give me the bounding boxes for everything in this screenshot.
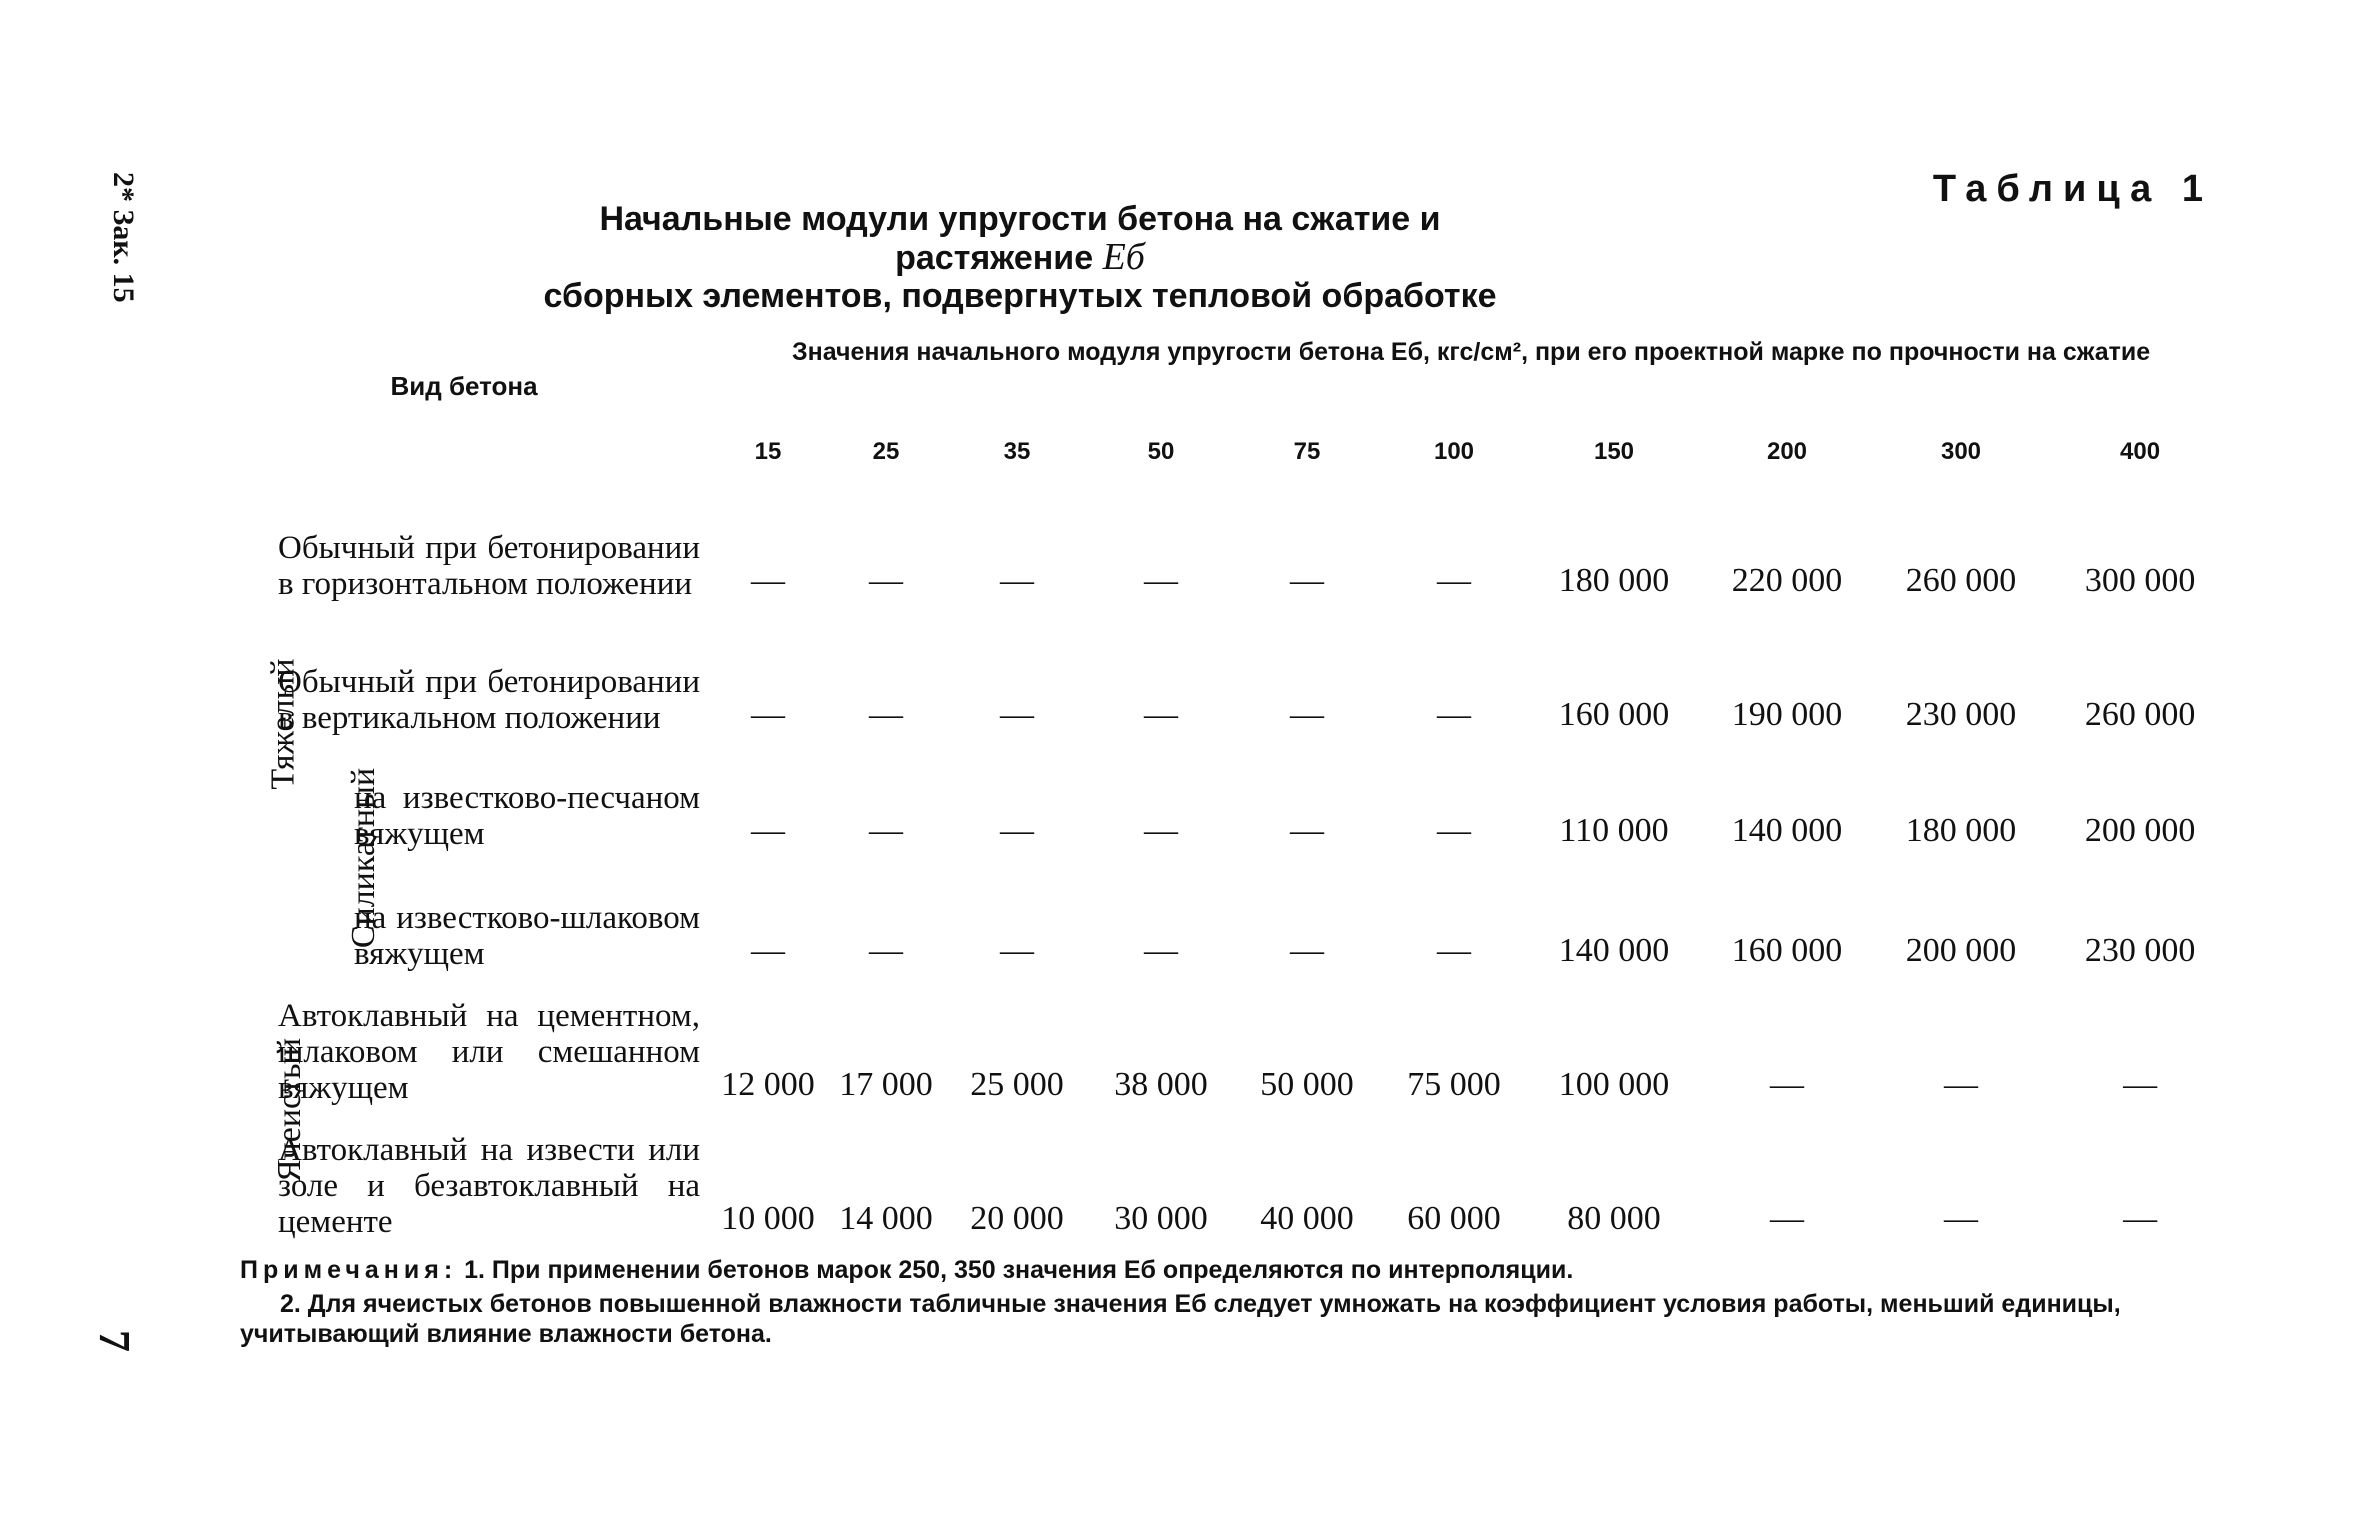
title-line-2: сборных элементов, подвергнутых тепловой обработке	[543, 277, 1497, 315]
table-cell: —	[1144, 696, 1179, 733]
header-modulus: Значения начального модуля упругости бетона Eб, кгс/см², при его проектной марке по прочности на сжатие	[791, 338, 2151, 366]
table-cell: 17 000	[839, 1066, 933, 1103]
table-cell: 140 000	[1731, 812, 1843, 849]
row-description: Автоклавный на извести или золе и безавтоклавный на цементе	[278, 1132, 701, 1240]
table-row	[218, 856, 2232, 976]
header-mark: 200	[1766, 438, 1808, 465]
table-cell: —	[1290, 562, 1325, 599]
note-1	[240, 1255, 2230, 1285]
header-mark: 35	[1003, 438, 1031, 465]
table-cell: —	[869, 932, 904, 969]
table-cell: 38 000	[1114, 1066, 1208, 1103]
group-heavy: Тяжелый	[264, 658, 302, 790]
table-cell: 200 000	[2084, 812, 2196, 849]
row-description: на известково-песчаном вяжущем	[354, 780, 701, 852]
table-notes	[240, 1255, 2230, 1353]
row-description: Обычный при бетонировании в вертикальном положении	[278, 664, 701, 736]
table-cell: 260 000	[2084, 696, 2196, 733]
title-symbol: Eб	[1102, 236, 1145, 278]
table-row	[218, 1110, 2232, 1244]
note-1-text: 1. При применении бетонов марок 250, 350 значения Eб определяются по интерполяции.	[464, 1256, 1574, 1284]
table-cell: —	[1437, 696, 1472, 733]
table-cell: 20 000	[970, 1200, 1064, 1237]
table-cell: —	[751, 812, 786, 849]
table-cell: 80 000	[1567, 1200, 1661, 1237]
table-row	[218, 740, 2232, 856]
table-cell: 190 000	[1731, 696, 1843, 733]
table-cell: —	[1144, 562, 1179, 599]
table-cell: 30 000	[1114, 1200, 1208, 1237]
group-silicate: Силикатный	[345, 767, 383, 949]
table-cell: —	[1000, 562, 1035, 599]
table-cell: —	[1437, 812, 1472, 849]
table-cell: —	[869, 696, 904, 733]
table-cell: 100 000	[1558, 1066, 1670, 1103]
row-description: Обычный при бетонировании в горизонтальном положении	[278, 530, 701, 602]
table-cell: —	[1000, 812, 1035, 849]
table-cell: 25 000	[970, 1066, 1064, 1103]
header-mark: 50	[1147, 438, 1175, 465]
table-cell: 180 000	[1558, 562, 1670, 599]
modulus-table	[218, 300, 2232, 1244]
table-cell: 60 000	[1407, 1200, 1501, 1237]
header-mark: 150	[1593, 438, 1635, 465]
table-cell: —	[1290, 812, 1325, 849]
table-label: Таблица 1	[1932, 168, 2213, 210]
table-cell: 14 000	[839, 1200, 933, 1237]
header-mark: 400	[2120, 438, 2161, 465]
table-cell: 10 000	[721, 1200, 815, 1237]
table-cell: 160 000	[1731, 932, 1843, 969]
table-cell: —	[751, 562, 786, 599]
side-order-label: 2* Зак. 15	[107, 172, 140, 303]
table-cell: —	[1290, 696, 1325, 733]
table-cell: —	[1290, 932, 1325, 969]
table-cell: —	[1770, 1066, 1805, 1103]
row-description: на известково-шлаковом вяжущем	[354, 900, 701, 972]
table-cell: 200 000	[1905, 932, 2017, 969]
table-cell: 12 000	[721, 1066, 815, 1103]
header-mark: 25	[872, 438, 900, 465]
table-cell: 160 000	[1558, 696, 1670, 733]
table-cell: —	[1944, 1066, 1979, 1103]
table-cell: —	[1144, 812, 1179, 849]
table-cell: —	[2123, 1066, 2158, 1103]
header-mark: 75	[1293, 438, 1321, 465]
table-cell: —	[1944, 1200, 1979, 1237]
table-cell: 230 000	[2084, 932, 2196, 969]
table-cell: —	[869, 562, 904, 599]
notes-heading: Примечания:	[240, 1256, 458, 1284]
table-cell: —	[1000, 696, 1035, 733]
note-2: 2. Для ячеистых бетонов повышенной влажности табличные значения Eб следует умножать на коэффициент условия работы, меньший единицы, учитывающий влияние влажности бетона.	[240, 1290, 2121, 1348]
table-row	[218, 606, 2232, 740]
table-cell: 40 000	[1260, 1200, 1354, 1237]
table-cell: —	[1770, 1200, 1805, 1237]
table-cell: —	[751, 932, 786, 969]
table-cell: 75 000	[1407, 1066, 1501, 1103]
table-cell: —	[1437, 932, 1472, 969]
table-title	[520, 200, 1520, 315]
table-cell: 180 000	[1905, 812, 2017, 849]
table-cell: 220 000	[1731, 562, 1843, 599]
header-mark: 15	[754, 438, 782, 465]
table-cell: —	[1437, 562, 1472, 599]
table-cell: —	[751, 696, 786, 733]
table-cell: —	[2123, 1200, 2158, 1237]
header-mark: 100	[1433, 438, 1475, 465]
table-cell: 110 000	[1559, 812, 1669, 849]
table-row	[218, 472, 2232, 606]
table-cell: —	[1000, 932, 1035, 969]
table-cell: 50 000	[1260, 1066, 1354, 1103]
row-description: Автоклавный на цементном, шлаковом или смешанном вяжущем	[278, 998, 701, 1106]
title-line-1: Начальные модули упругости бетона на сжатие и растяжение	[599, 200, 1441, 277]
page-number: 7	[90, 1330, 139, 1352]
table-cell: 140 000	[1558, 932, 1670, 969]
table-cell: 260 000	[1905, 562, 2017, 599]
table-row	[218, 976, 2232, 1110]
table-cell: —	[1144, 932, 1179, 969]
table-cell: 300 000	[2084, 562, 2196, 599]
header-mark: 300	[1940, 438, 1982, 465]
header-vid-betona: Вид бетона	[390, 370, 538, 401]
group-cellular: Ячеистый	[271, 1037, 309, 1183]
table-cell: 230 000	[1905, 696, 2017, 733]
table-cell: —	[869, 812, 904, 849]
